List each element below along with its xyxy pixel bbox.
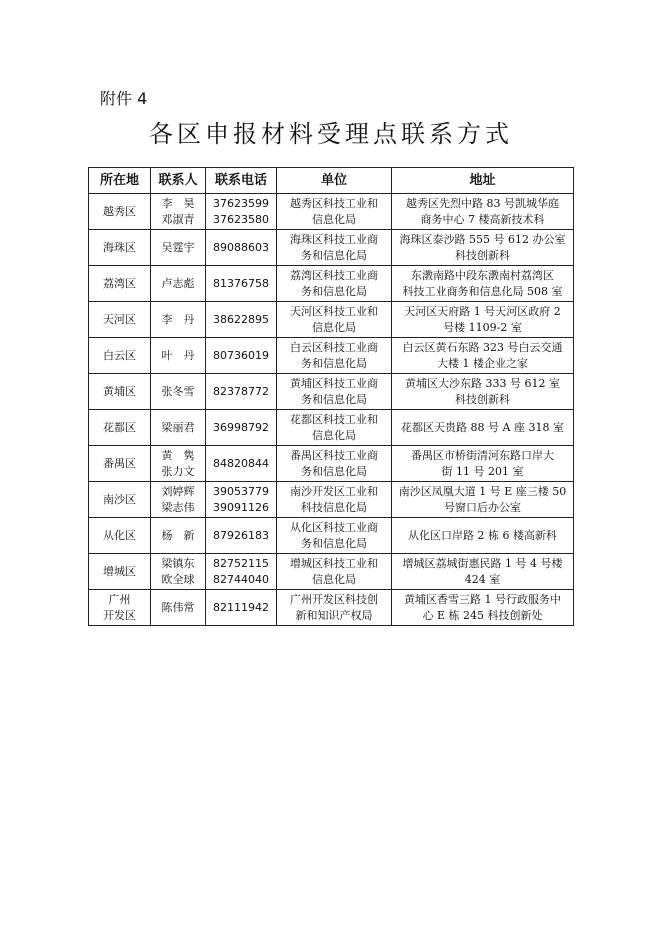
address-line: 号楼 1109-2 室 (443, 320, 522, 334)
unit-cell (277, 554, 392, 590)
table-row (89, 302, 574, 338)
address-line: 番禺区市桥街清河东路口岸大 (411, 448, 554, 462)
contact-cell (151, 374, 206, 410)
district-line: 花都区 (103, 420, 136, 434)
address-line: 越秀区先烈中路 83 号凯城华庭 (406, 196, 559, 210)
unit-cell (277, 518, 392, 554)
table-row (89, 482, 574, 518)
unit-line: 广州开发区科技创 (290, 592, 378, 606)
phone-cell (206, 482, 277, 518)
table-body (89, 194, 574, 626)
unit-line: 越秀区科技工业和 (290, 196, 378, 210)
attachment-label: 附件 4 (100, 89, 148, 108)
contact-line: 张冬雪 (161, 384, 195, 398)
address-cell (392, 482, 574, 518)
unit-line: 务和信息化局 (301, 464, 367, 478)
phone-cell (206, 590, 277, 626)
address-cell (392, 554, 574, 590)
address-line: 商务中心 7 楼高新技术科 (420, 212, 545, 226)
district-cell (89, 554, 151, 590)
address-line: 花都区天贵路 88 号 A 座 318 室 (401, 420, 564, 434)
contact-line: 梁丽君 (161, 420, 195, 434)
unit-cell (277, 374, 392, 410)
contact-line: 叶 丹 (161, 348, 195, 362)
district-cell (89, 410, 151, 446)
district-line: 番禺区 (103, 456, 136, 470)
phone-cell (206, 374, 277, 410)
address-line: 号窗口后办公室 (444, 500, 521, 514)
phone-cell (206, 410, 277, 446)
unit-cell (277, 266, 392, 302)
header-contact: 联系人 (151, 168, 206, 194)
address-cell (392, 410, 574, 446)
phone-line: 89088603 (213, 240, 269, 254)
district-line: 南沙区 (103, 492, 136, 506)
unit-line: 信息化局 (312, 320, 356, 334)
unit-line: 科技信息化局 (301, 500, 367, 514)
phone-line: 81376758 (213, 276, 269, 290)
unit-line: 白云区科技工业商 (290, 340, 378, 354)
phone-line: 39091126 (213, 500, 269, 514)
unit-line: 信息化局 (312, 572, 356, 586)
table-row (89, 266, 574, 302)
address-line: 科技工业商务和信息化局 508 室 (402, 284, 563, 298)
contact-cell (151, 446, 206, 482)
district-cell (89, 266, 151, 302)
address-cell (392, 230, 574, 266)
district-cell (89, 518, 151, 554)
unit-cell (277, 338, 392, 374)
address-line: 天河区天府路 1 号天河区政府 2 (404, 304, 561, 318)
page-title: 各区申报材料受理点联系方式 (149, 120, 513, 148)
contact-cell (151, 590, 206, 626)
phone-line: 36998792 (213, 420, 269, 434)
phone-line: 80736019 (213, 348, 269, 362)
contact-table (88, 167, 574, 626)
unit-line: 务和信息化局 (301, 248, 367, 262)
contact-line: 陈伟常 (161, 600, 195, 614)
header-district: 所在地 (89, 168, 151, 194)
table-row (89, 410, 574, 446)
contact-line: 李 昊 (161, 196, 195, 210)
contact-cell (151, 482, 206, 518)
address-line: 科技创新科 (455, 248, 510, 262)
contact-cell (151, 338, 206, 374)
unit-line: 信息化局 (312, 428, 356, 442)
address-line: 黄埔区香雪三路 1 号行政服务中 (404, 592, 561, 606)
contact-cell (151, 518, 206, 554)
district-line: 黄埔区 (103, 384, 136, 398)
phone-line: 84820844 (213, 456, 269, 470)
phone-line: 38622895 (213, 312, 269, 326)
district-line: 白云区 (103, 348, 136, 362)
unit-line: 务和信息化局 (301, 392, 367, 406)
address-cell (392, 266, 574, 302)
district-line: 海珠区 (103, 240, 136, 254)
phone-cell (206, 518, 277, 554)
unit-line: 务和信息化局 (301, 284, 367, 298)
contact-line: 吴霆宇 (161, 240, 195, 254)
address-line: 从化区口岸路 2 栋 6 楼高新科 (408, 528, 557, 542)
phone-line: 37623599 (213, 196, 269, 210)
table-row (89, 338, 574, 374)
unit-line: 番禺区科技工业商 (290, 448, 378, 462)
unit-line: 天河区科技工业和 (290, 304, 378, 318)
unit-line: 黄埔区科技工业商 (290, 376, 378, 390)
address-cell (392, 446, 574, 482)
address-line: 街 11 号 201 室 (441, 464, 524, 478)
unit-line: 信息化局 (312, 212, 356, 226)
unit-cell (277, 446, 392, 482)
address-cell (392, 338, 574, 374)
table-row (89, 518, 574, 554)
address-cell (392, 302, 574, 338)
district-cell (89, 338, 151, 374)
unit-cell (277, 230, 392, 266)
district-line: 荔湾区 (103, 276, 136, 290)
contact-line: 刘婷辉 (161, 484, 195, 498)
unit-cell (277, 590, 392, 626)
unit-cell (277, 194, 392, 230)
phone-line: 82752115 (213, 556, 269, 570)
unit-line: 务和信息化局 (301, 356, 367, 370)
district-cell (89, 590, 151, 626)
table-row (89, 194, 574, 230)
table-header-row (89, 168, 574, 194)
unit-line: 海珠区科技工业商 (290, 232, 378, 246)
phone-cell (206, 338, 277, 374)
district-cell (89, 446, 151, 482)
contact-cell (151, 194, 206, 230)
district-line: 从化区 (103, 528, 136, 542)
contact-cell (151, 554, 206, 590)
phone-line: 82111942 (213, 600, 269, 614)
district-cell (89, 374, 151, 410)
district-cell (89, 230, 151, 266)
contact-line: 邓淑青 (161, 212, 195, 226)
header-unit: 单位 (277, 168, 392, 194)
address-line: 东漖南路中段东漖南村荔湾区 (411, 268, 554, 282)
unit-line: 花都区科技工业和 (290, 412, 378, 426)
table-row (89, 554, 574, 590)
table-row (89, 374, 574, 410)
address-line: 大楼 1 楼企业之家 (437, 356, 528, 370)
table-row (89, 230, 574, 266)
phone-cell (206, 230, 277, 266)
district-line: 广州 (108, 592, 131, 606)
contact-cell (151, 410, 206, 446)
address-line: 424 室 (464, 572, 501, 586)
unit-line: 从化区科技工业商 (290, 520, 378, 534)
district-line: 天河区 (103, 312, 136, 326)
contact-line: 梁志伟 (161, 500, 195, 514)
phone-cell (206, 302, 277, 338)
district-line: 增城区 (103, 564, 136, 578)
address-line: 海珠区泰沙路 555 号 612 办公室 (399, 232, 566, 246)
address-cell (392, 374, 574, 410)
unit-line: 新和知识产权局 (295, 608, 373, 622)
unit-line: 南沙开发区工业和 (290, 484, 378, 498)
address-line: 南沙区凤凰大道 1 号 E 座三楼 50 (398, 484, 567, 498)
unit-cell (277, 302, 392, 338)
district-line: 越秀区 (103, 204, 136, 218)
phone-cell (206, 266, 277, 302)
address-cell (392, 590, 574, 626)
header-phone: 联系电话 (206, 168, 277, 194)
phone-cell (206, 194, 277, 230)
unit-line: 荔湾区科技工业商 (290, 268, 378, 282)
contact-line: 卢志彪 (161, 276, 195, 290)
address-cell (392, 194, 574, 230)
contact-line: 杨 新 (161, 528, 195, 542)
phone-line: 37623580 (213, 212, 269, 226)
unit-line: 增城区科技工业和 (290, 556, 378, 570)
phone-line: 82744040 (213, 572, 269, 586)
district-line: 开发区 (103, 608, 136, 622)
district-cell (89, 302, 151, 338)
phone-line: 39053779 (213, 484, 269, 498)
address-cell (392, 518, 574, 554)
contact-line: 黄 隽 (161, 448, 195, 462)
contact-cell (151, 266, 206, 302)
unit-cell (277, 410, 392, 446)
phone-line: 87926183 (213, 528, 269, 542)
district-cell (89, 194, 151, 230)
contact-line: 李 丹 (161, 312, 195, 326)
phone-cell (206, 446, 277, 482)
address-line: 增城区荔城街惠民路 1 号 4 号楼 (402, 556, 563, 570)
address-line: 心 E 栋 245 科技创新处 (422, 608, 543, 622)
contact-line: 梁镇东 (161, 556, 195, 570)
header-address: 地址 (392, 168, 574, 194)
table-row (89, 446, 574, 482)
phone-cell (206, 554, 277, 590)
contact-line: 张力文 (161, 464, 195, 478)
address-line: 白云区黄石东路 323 号白云交通 (402, 340, 563, 354)
phone-line: 82378772 (213, 384, 269, 398)
address-line: 科技创新科 (455, 392, 510, 406)
table-row (89, 590, 574, 626)
unit-cell (277, 482, 392, 518)
contact-line: 欧全球 (161, 572, 195, 586)
address-line: 黄埔区大沙东路 333 号 612 室 (405, 376, 560, 390)
district-cell (89, 482, 151, 518)
contact-cell (151, 230, 206, 266)
unit-line: 务和信息化局 (301, 536, 367, 550)
contact-cell (151, 302, 206, 338)
